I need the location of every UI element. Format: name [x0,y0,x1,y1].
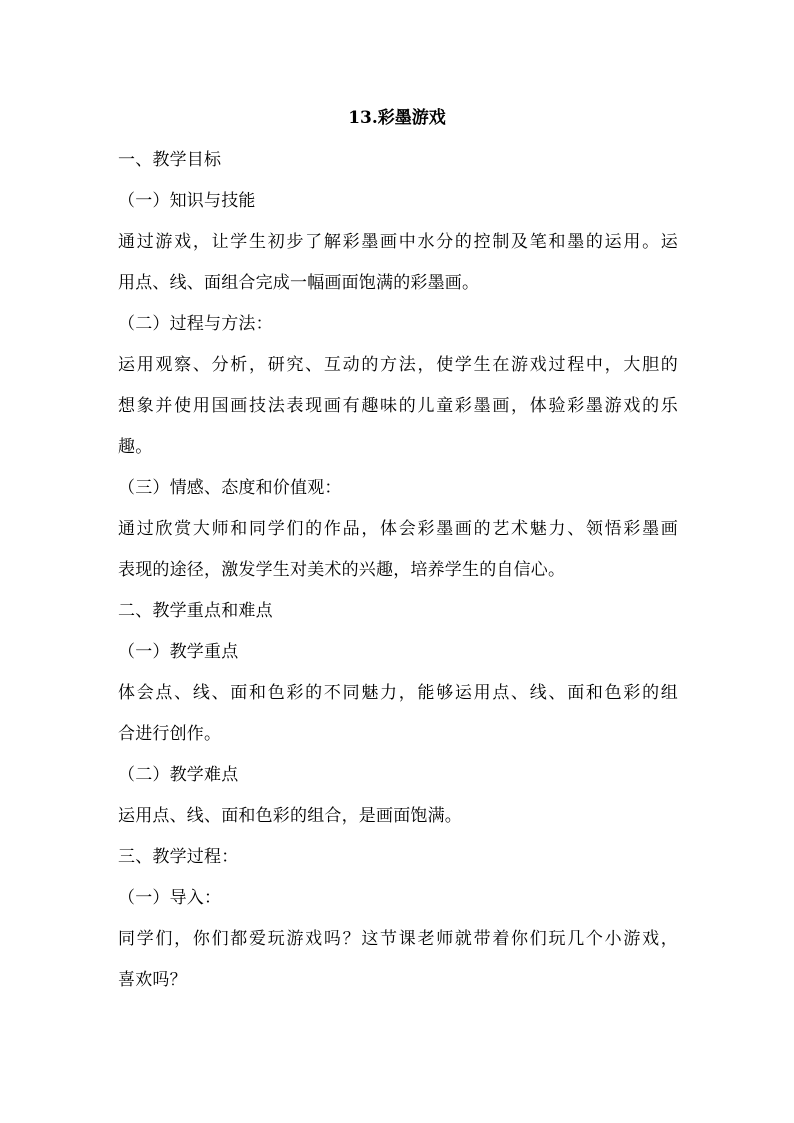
paragraph-line: 运用点、线、面和色彩的组合，是画面饱满。 [118,806,462,826]
document-title: 13.彩墨游戏 [348,108,446,128]
paragraph-line: 表现的途径，激发学生对美术的兴趣，培养学生的自信心。 [118,560,566,580]
section-heading-objectives: 一、教学目标 [118,150,222,170]
paragraph-line: 体会点、线、面和色彩的不同魅力，能够运用点、线、面和色彩的组 [118,683,678,703]
subheading-emotion-values: （三）情感、态度和价值观： [118,478,342,498]
subheading-introduction: （一）导入： [118,888,222,908]
subheading-difficulty: （二）教学难点 [118,765,239,785]
subheading-knowledge-skills: （一）知识与技能 [118,191,256,211]
paragraph-line: 用点、线、面组合完成一幅画面饱满的彩墨画。 [118,273,480,293]
paragraph-line: 趣。 [118,437,153,457]
paragraph-line: 通过游戏，让学生初步了解彩墨画中水分的控制及笔和墨的运用。运 [118,232,678,252]
paragraph-line: 通过欣赏大师和同学们的作品，体会彩墨画的艺术魅力、领悟彩墨画 [118,519,678,539]
paragraph-line: 运用观察、分析，研究、互动的方法，使学生在游戏过程中，大胆的 [118,355,678,375]
section-heading-key-points: 二、教学重点和难点 [118,601,273,621]
subheading-process-methods: （二）过程与方法： [118,314,273,334]
paragraph-line: 想象并使用国画技法表现画有趣味的儿童彩墨画，体验彩墨游戏的乐 [118,396,678,416]
paragraph-line: 合进行创作。 [118,724,222,744]
section-heading-process: 三、教学过程： [118,847,239,867]
paragraph-line: 喜欢吗？ [118,970,187,990]
paragraph-line: 同学们，你们都爱玩游戏吗？这节课老师就带着你们玩几个小游戏， [118,929,678,949]
subheading-key-point: （一）教学重点 [118,642,239,662]
document-body [118,145,678,1006]
